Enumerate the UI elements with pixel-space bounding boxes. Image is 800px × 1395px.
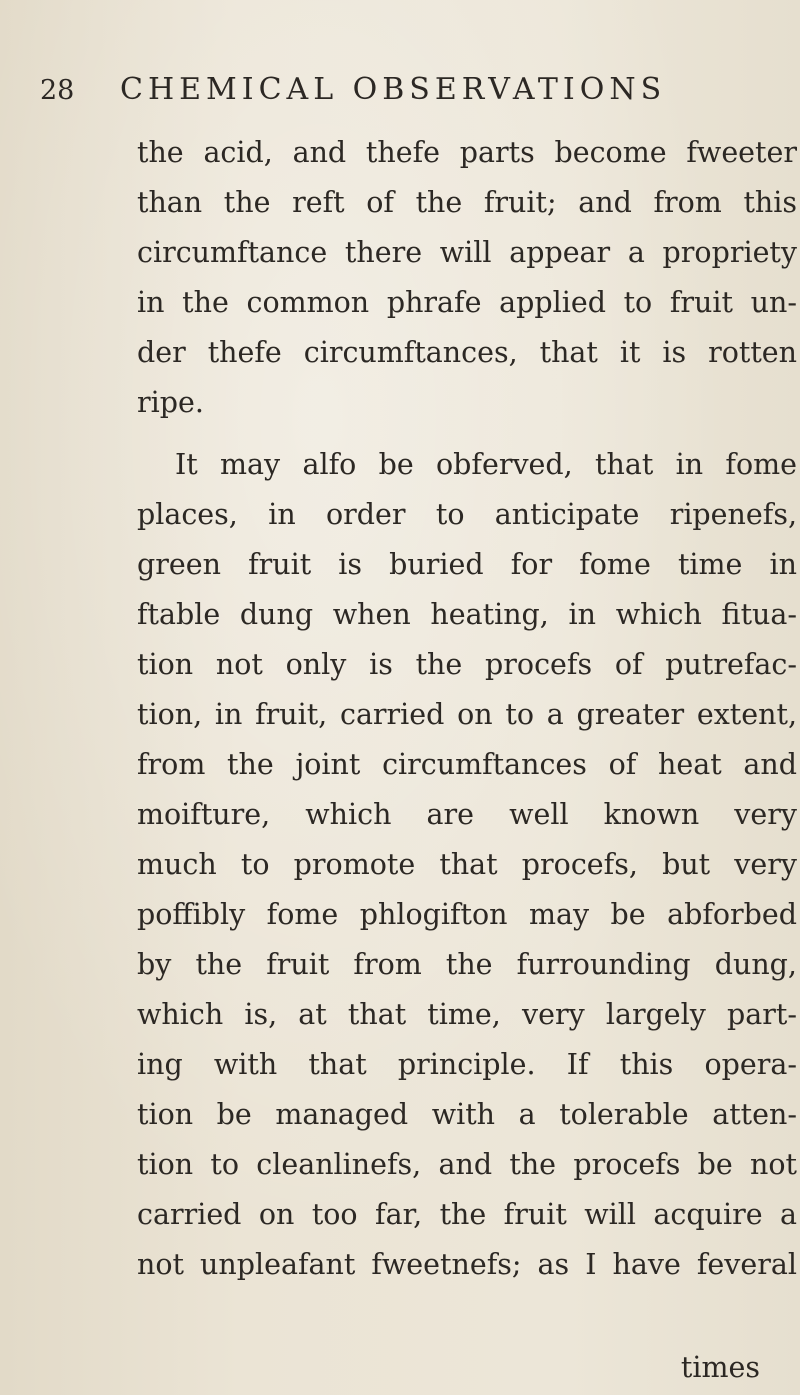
catchword: times [680,1351,760,1384]
text-line: It may alfo be obferved, that in fome [175,448,797,481]
text-line: carried on too far, the fruit will acquire a [137,1198,797,1231]
text-line: moifture, which are well known very [137,798,797,831]
text-line: der thefe circumftances, that it is rotten [137,336,797,369]
running-head [40,72,780,107]
running-title: CHEMICAL OBSERVATIONS [120,72,667,107]
text-line: green fruit is buried for fome time in [137,548,797,581]
paragraph-2 [137,440,797,1290]
page-number: 28 [40,75,75,106]
text-line: poffibly fome phlogifton may be abforbed [137,898,797,931]
text-line: circumftance there will appear a propriety [137,236,797,269]
text-line: tion not only is the procefs of putrefac- [137,648,797,681]
text-line: tion to cleanlinefs, and the procefs be not [137,1148,797,1181]
text-line: not unpleafant fweetnefs; as I have feveral [137,1248,797,1281]
text-line: places, in order to anticipate ripenefs, [137,498,797,531]
text-line: which is, at that time, very largely part- [137,998,797,1031]
text-line: tion, in fruit, carried on to a greater extent, [137,698,797,731]
text-line: from the joint circumftances of heat and [137,748,797,781]
text-line: than the reft of the fruit; and from this [137,186,797,219]
text-line: tion be managed with a tolerable atten- [137,1098,797,1131]
text-line: the acid, and thefe parts become fweeter [137,136,797,169]
text-line: by the fruit from the furrounding dung, [137,948,797,981]
text-line: in the common phrafe applied to fruit un- [137,286,797,319]
paragraph-1 [137,128,797,428]
text-line: ing with that principle. If this opera- [137,1048,797,1081]
text-line: ftable dung when heating, in which fitua- [137,598,797,631]
text-line: ripe. [137,386,204,419]
text-line: much to promote that procefs, but very [137,848,797,881]
